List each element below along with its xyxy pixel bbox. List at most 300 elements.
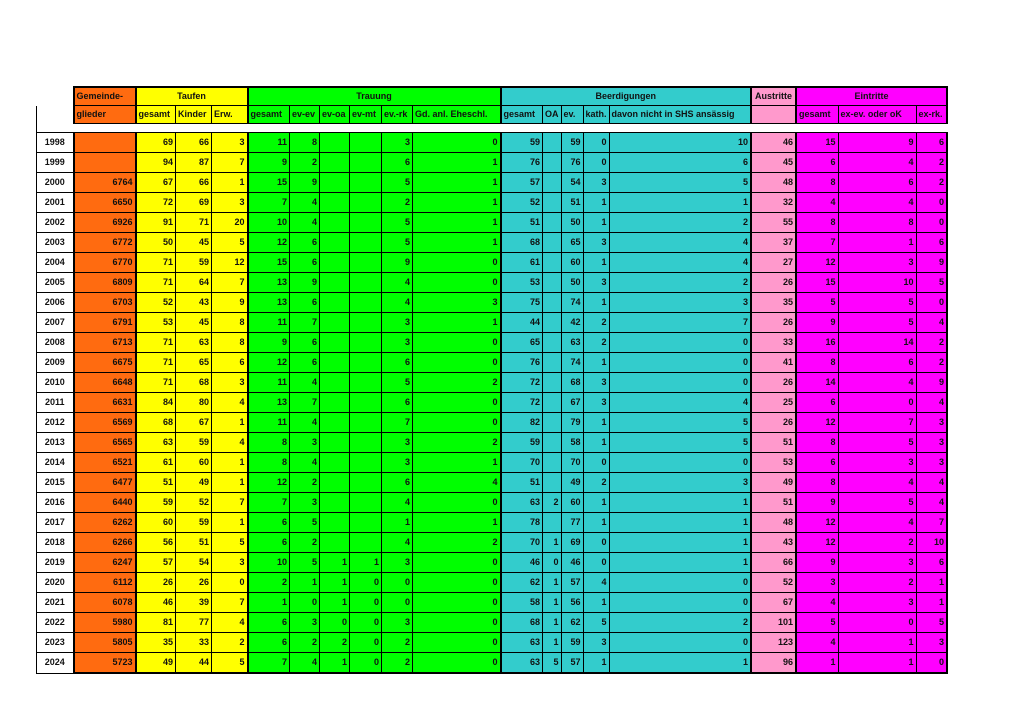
spacer-cell — [74, 124, 136, 133]
cell-year: 2017 — [37, 513, 74, 533]
cell-tr_evev: 6 — [290, 233, 320, 253]
cell-tr_evev: 4 — [290, 193, 320, 213]
table-row — [37, 393, 948, 413]
cell-tr_evmt — [350, 433, 382, 453]
cell-tr_ges: 10 — [248, 213, 290, 233]
cell-tr_gd: 1 — [413, 233, 501, 253]
cell-b_kath: 0 — [583, 153, 609, 173]
cell-b_ges: 44 — [501, 313, 543, 333]
cell-b_nicht: 4 — [609, 233, 751, 253]
cell-tr_evmt — [350, 453, 382, 473]
cell-e_exev: 4 — [838, 513, 916, 533]
cell-t_kinder: 39 — [176, 593, 212, 613]
cell-tr_evoa: 1 — [320, 653, 350, 674]
cell-t_erw: 3 — [212, 553, 248, 573]
cell-austritte: 26 — [751, 273, 796, 293]
cell-tr_ges: 13 — [248, 393, 290, 413]
cell-b_ges: 57 — [501, 173, 543, 193]
cell-b_ev: 59 — [561, 633, 583, 653]
cell-tr_evev: 6 — [290, 253, 320, 273]
statistics-table — [36, 86, 948, 674]
cell-e_ges: 7 — [796, 233, 838, 253]
cell-austritte: 101 — [751, 613, 796, 633]
cell-year: 2005 — [37, 273, 74, 293]
cell-t_erw: 7 — [212, 153, 248, 173]
spacer-cell — [37, 124, 74, 133]
table-row — [37, 613, 948, 633]
cell-tr_evrk: 2 — [382, 633, 413, 653]
cell-t_kinder: 59 — [176, 513, 212, 533]
cell-b_kath: 1 — [583, 413, 609, 433]
cell-t_erw: 8 — [212, 333, 248, 353]
cell-tr_ges: 11 — [248, 133, 290, 153]
cell-e_exrk: 0 — [916, 193, 947, 213]
cell-b_oa — [543, 473, 562, 493]
cell-mitglieder: 6262 — [74, 513, 136, 533]
cell-t_ges: 35 — [136, 633, 176, 653]
cell-austritte: 37 — [751, 233, 796, 253]
cell-t_erw: 9 — [212, 293, 248, 313]
cell-b_kath: 0 — [583, 453, 609, 473]
spreadsheet — [36, 86, 948, 674]
cell-b_ges: 51 — [501, 213, 543, 233]
cell-b_kath: 0 — [583, 133, 609, 153]
cell-e_exrk: 6 — [916, 233, 947, 253]
cell-tr_evev: 6 — [290, 353, 320, 373]
cell-e_exrk: 0 — [916, 293, 947, 313]
cell-t_ges: 72 — [136, 193, 176, 213]
cell-tr_evoa — [320, 173, 350, 193]
cell-austritte: 66 — [751, 553, 796, 573]
cell-tr_gd: 1 — [413, 313, 501, 333]
cell-mitglieder: 6713 — [74, 333, 136, 353]
cell-austritte: 45 — [751, 153, 796, 173]
cell-b_ges: 76 — [501, 153, 543, 173]
cell-tr_evoa — [320, 493, 350, 513]
cell-t_ges: 91 — [136, 213, 176, 233]
cell-b_nicht: 2 — [609, 213, 751, 233]
spacer-cell — [212, 124, 248, 133]
cell-b_ev: 68 — [561, 373, 583, 393]
cell-tr_ges: 6 — [248, 633, 290, 653]
table-row — [37, 593, 948, 613]
cell-mitglieder: 5980 — [74, 613, 136, 633]
cell-tr_evrk: 6 — [382, 393, 413, 413]
table-row — [37, 253, 948, 273]
cell-tr_evmt — [350, 213, 382, 233]
cell-mitglieder — [74, 133, 136, 153]
cell-e_exrk: 4 — [916, 313, 947, 333]
cell-year: 2004 — [37, 253, 74, 273]
cell-austritte: 48 — [751, 173, 796, 193]
cell-tr_gd: 0 — [413, 273, 501, 293]
cell-tr_evoa — [320, 313, 350, 333]
spacer-cell — [916, 124, 947, 133]
cell-e_exev: 10 — [838, 273, 916, 293]
subheader-eintritte-exrk: ex-rk. — [916, 106, 947, 124]
cell-tr_ges: 13 — [248, 273, 290, 293]
cell-tr_evmt: 0 — [350, 573, 382, 593]
cell-tr_ges: 11 — [248, 373, 290, 393]
spacer-cell — [501, 124, 543, 133]
cell-tr_gd: 2 — [413, 373, 501, 393]
cell-b_oa: 1 — [543, 593, 562, 613]
cell-tr_evmt — [350, 153, 382, 173]
cell-t_ges: 53 — [136, 313, 176, 333]
cell-mitglieder: 6809 — [74, 273, 136, 293]
cell-tr_evrk: 2 — [382, 193, 413, 213]
cell-b_ges: 59 — [501, 133, 543, 153]
cell-tr_evrk: 3 — [382, 613, 413, 633]
cell-tr_ges: 12 — [248, 233, 290, 253]
cell-e_ges: 4 — [796, 633, 838, 653]
table-row — [37, 533, 948, 553]
cell-b_ev: 50 — [561, 273, 583, 293]
cell-t_erw: 20 — [212, 213, 248, 233]
spacer-cell — [751, 124, 796, 133]
cell-mitglieder: 6112 — [74, 573, 136, 593]
cell-b_ev: 69 — [561, 533, 583, 553]
cell-b_oa — [543, 413, 562, 433]
cell-b_nicht: 2 — [609, 273, 751, 293]
cell-tr_evev: 3 — [290, 433, 320, 453]
cell-e_exev: 5 — [838, 313, 916, 333]
cell-b_nicht: 1 — [609, 653, 751, 674]
cell-tr_evoa: 1 — [320, 593, 350, 613]
table-row — [37, 293, 948, 313]
cell-b_nicht: 10 — [609, 133, 751, 153]
cell-tr_evev: 4 — [290, 653, 320, 674]
cell-e_ges: 12 — [796, 253, 838, 273]
cell-tr_evmt: 1 — [350, 553, 382, 573]
cell-b_nicht: 0 — [609, 593, 751, 613]
cell-t_erw: 3 — [212, 373, 248, 393]
cell-b_kath: 1 — [583, 293, 609, 313]
cell-t_erw: 3 — [212, 193, 248, 213]
cell-tr_evoa — [320, 213, 350, 233]
cell-b_nicht: 2 — [609, 613, 751, 633]
cell-e_ges: 5 — [796, 613, 838, 633]
cell-t_erw: 1 — [212, 453, 248, 473]
table-row — [37, 213, 948, 233]
cell-b_nicht: 1 — [609, 553, 751, 573]
cell-b_ges: 53 — [501, 273, 543, 293]
cell-e_exrk: 2 — [916, 353, 947, 373]
cell-year: 2021 — [37, 593, 74, 613]
cell-e_exrk: 3 — [916, 453, 947, 473]
subheader-eintritte-gesamt: gesamt — [796, 106, 838, 124]
cell-tr_evev: 6 — [290, 293, 320, 313]
cell-b_kath: 4 — [583, 573, 609, 593]
cell-b_ev: 58 — [561, 433, 583, 453]
cell-b_ges: 51 — [501, 473, 543, 493]
cell-tr_evrk: 4 — [382, 533, 413, 553]
cell-e_exev: 0 — [838, 393, 916, 413]
table-row — [37, 313, 948, 333]
cell-tr_evev: 9 — [290, 173, 320, 193]
cell-tr_evev: 6 — [290, 333, 320, 353]
cell-b_ges: 72 — [501, 373, 543, 393]
cell-tr_gd: 1 — [413, 513, 501, 533]
cell-mitglieder: 6764 — [74, 173, 136, 193]
cell-t_ges: 71 — [136, 353, 176, 373]
cell-tr_ges: 12 — [248, 473, 290, 493]
cell-b_nicht: 1 — [609, 513, 751, 533]
cell-austritte: 43 — [751, 533, 796, 553]
cell-b_ev: 59 — [561, 133, 583, 153]
cell-austritte: 52 — [751, 573, 796, 593]
subheader-eintritte-exev: ex-ev. oder oK — [838, 106, 916, 124]
cell-tr_evmt — [350, 473, 382, 493]
cell-e_exrk: 2 — [916, 173, 947, 193]
table-row — [37, 433, 948, 453]
cell-t_kinder: 77 — [176, 613, 212, 633]
cell-e_exrk: 3 — [916, 633, 947, 653]
cell-tr_ges: 15 — [248, 173, 290, 193]
cell-mitglieder: 6772 — [74, 233, 136, 253]
cell-e_exrk: 10 — [916, 533, 947, 553]
cell-b_oa — [543, 393, 562, 413]
header-mitglieder: Gemeinde- — [74, 87, 136, 106]
cell-b_kath: 0 — [583, 533, 609, 553]
table-row — [37, 473, 948, 493]
cell-b_kath: 1 — [583, 193, 609, 213]
cell-tr_evoa — [320, 353, 350, 373]
cell-t_ges: 84 — [136, 393, 176, 413]
cell-e_ges: 15 — [796, 133, 838, 153]
table-row — [37, 353, 948, 373]
cell-t_kinder: 69 — [176, 193, 212, 213]
table-row — [37, 453, 948, 473]
cell-b_oa — [543, 513, 562, 533]
cell-b_nicht: 1 — [609, 493, 751, 513]
table-row — [37, 133, 948, 153]
cell-b_ev: 63 — [561, 333, 583, 353]
cell-austritte: 49 — [751, 473, 796, 493]
cell-e_exrk: 5 — [916, 613, 947, 633]
cell-year: 2023 — [37, 633, 74, 653]
cell-e_exev: 7 — [838, 413, 916, 433]
cell-t_ges: 49 — [136, 653, 176, 674]
cell-b_kath: 1 — [583, 513, 609, 533]
cell-year: 2009 — [37, 353, 74, 373]
cell-tr_evev: 3 — [290, 613, 320, 633]
cell-t_ges: 67 — [136, 173, 176, 193]
header-row-columns — [37, 106, 948, 124]
cell-t_kinder: 51 — [176, 533, 212, 553]
cell-t_kinder: 71 — [176, 213, 212, 233]
cell-t_kinder: 64 — [176, 273, 212, 293]
cell-tr_evoa — [320, 513, 350, 533]
cell-year: 2003 — [37, 233, 74, 253]
cell-t_kinder: 54 — [176, 553, 212, 573]
cell-b_ges: 63 — [501, 633, 543, 653]
cell-tr_evmt — [350, 313, 382, 333]
cell-austritte: 46 — [751, 133, 796, 153]
cell-b_ev: 50 — [561, 213, 583, 233]
cell-b_oa — [543, 313, 562, 333]
table-row — [37, 633, 948, 653]
cell-year: 2018 — [37, 533, 74, 553]
cell-t_kinder: 33 — [176, 633, 212, 653]
cell-t_kinder: 59 — [176, 433, 212, 453]
cell-t_ges: 71 — [136, 333, 176, 353]
cell-tr_evoa — [320, 153, 350, 173]
cell-t_erw: 5 — [212, 533, 248, 553]
cell-tr_gd: 0 — [413, 553, 501, 573]
cell-b_oa — [543, 433, 562, 453]
cell-b_ges: 82 — [501, 413, 543, 433]
cell-tr_evmt: 0 — [350, 653, 382, 674]
cell-e_exrk: 2 — [916, 333, 947, 353]
cell-austritte: 33 — [751, 333, 796, 353]
cell-e_ges: 12 — [796, 533, 838, 553]
cell-tr_gd: 0 — [413, 393, 501, 413]
cell-b_ev: 79 — [561, 413, 583, 433]
cell-tr_evrk: 5 — [382, 213, 413, 233]
cell-mitglieder: 6703 — [74, 293, 136, 313]
cell-year: 2007 — [37, 313, 74, 333]
cell-e_ges: 5 — [796, 293, 838, 313]
cell-b_ev: 76 — [561, 153, 583, 173]
cell-b_oa — [543, 173, 562, 193]
table-row — [37, 513, 948, 533]
cell-b_ev: 70 — [561, 453, 583, 473]
cell-b_nicht: 0 — [609, 373, 751, 393]
cell-t_kinder: 49 — [176, 473, 212, 493]
cell-tr_gd: 0 — [413, 333, 501, 353]
cell-b_oa — [543, 373, 562, 393]
cell-t_kinder: 60 — [176, 453, 212, 473]
table-row — [37, 413, 948, 433]
cell-austritte: 27 — [751, 253, 796, 273]
cell-b_ges: 59 — [501, 433, 543, 453]
cell-tr_ges: 6 — [248, 513, 290, 533]
cell-year: 2022 — [37, 613, 74, 633]
subheader-taufen-gesamt: gesamt — [136, 106, 176, 124]
subheader-austritte — [751, 106, 796, 124]
cell-t_kinder: 65 — [176, 353, 212, 373]
cell-b_oa — [543, 133, 562, 153]
spacer-cell — [543, 124, 562, 133]
cell-e_exrk: 0 — [916, 213, 947, 233]
cell-e_exrk: 2 — [916, 153, 947, 173]
subheader-trauung-evrk: ev.-rk — [382, 106, 413, 124]
cell-tr_ges: 6 — [248, 533, 290, 553]
cell-t_kinder: 63 — [176, 333, 212, 353]
cell-e_exrk: 0 — [916, 653, 947, 674]
cell-e_ges: 8 — [796, 173, 838, 193]
cell-tr_gd: 0 — [413, 573, 501, 593]
cell-tr_evrk: 0 — [382, 573, 413, 593]
cell-e_exev: 9 — [838, 133, 916, 153]
cell-t_erw: 3 — [212, 133, 248, 153]
cell-tr_gd: 1 — [413, 453, 501, 473]
subheader-trauung-gd: Gd. anl. Eheschl. — [413, 106, 501, 124]
cell-e_ges: 9 — [796, 553, 838, 573]
cell-tr_ges: 15 — [248, 253, 290, 273]
cell-tr_evmt — [350, 233, 382, 253]
table-row — [37, 153, 948, 173]
cell-t_erw: 5 — [212, 233, 248, 253]
cell-b_oa — [543, 333, 562, 353]
cell-tr_evev: 2 — [290, 153, 320, 173]
cell-t_erw: 8 — [212, 313, 248, 333]
cell-b_kath: 3 — [583, 233, 609, 253]
cell-tr_evoa: 0 — [320, 613, 350, 633]
cell-e_ges: 6 — [796, 453, 838, 473]
cell-e_exev: 5 — [838, 493, 916, 513]
cell-t_erw: 1 — [212, 513, 248, 533]
cell-b_nicht: 0 — [609, 633, 751, 653]
cell-b_oa — [543, 233, 562, 253]
cell-b_nicht: 4 — [609, 253, 751, 273]
cell-tr_evoa — [320, 413, 350, 433]
cell-tr_evoa — [320, 253, 350, 273]
cell-year: 1999 — [37, 153, 74, 173]
cell-tr_gd: 1 — [413, 213, 501, 233]
cell-t_kinder: 67 — [176, 413, 212, 433]
cell-e_exrk: 9 — [916, 253, 947, 273]
cell-b_oa — [543, 353, 562, 373]
cell-t_ges: 59 — [136, 493, 176, 513]
cell-tr_evev: 5 — [290, 553, 320, 573]
cell-tr_evrk: 3 — [382, 313, 413, 333]
cell-t_erw: 12 — [212, 253, 248, 273]
cell-e_ges: 8 — [796, 433, 838, 453]
cell-e_ges: 15 — [796, 273, 838, 293]
cell-year: 2012 — [37, 413, 74, 433]
cell-tr_ges: 12 — [248, 353, 290, 373]
cell-b_oa: 2 — [543, 493, 562, 513]
cell-austritte: 51 — [751, 493, 796, 513]
cell-b_nicht: 6 — [609, 153, 751, 173]
cell-b_ges: 52 — [501, 193, 543, 213]
cell-tr_evmt — [350, 193, 382, 213]
cell-year: 2001 — [37, 193, 74, 213]
cell-mitglieder — [74, 153, 136, 173]
cell-tr_ges: 2 — [248, 573, 290, 593]
cell-e_ges: 8 — [796, 353, 838, 373]
cell-e_exev: 8 — [838, 213, 916, 233]
cell-t_kinder: 26 — [176, 573, 212, 593]
cell-year: 2019 — [37, 553, 74, 573]
cell-t_erw: 2 — [212, 633, 248, 653]
subheader-trauung-evev: ev-ev — [290, 106, 320, 124]
cell-e_exrk: 7 — [916, 513, 947, 533]
cell-t_ges: 57 — [136, 553, 176, 573]
cell-tr_evrk: 5 — [382, 233, 413, 253]
cell-t_erw: 6 — [212, 353, 248, 373]
cell-e_exev: 4 — [838, 373, 916, 393]
cell-tr_evoa — [320, 393, 350, 413]
cell-t_erw: 7 — [212, 273, 248, 293]
cell-b_ges: 68 — [501, 613, 543, 633]
cell-tr_gd: 3 — [413, 293, 501, 313]
cell-tr_ges: 6 — [248, 613, 290, 633]
cell-b_kath: 3 — [583, 633, 609, 653]
cell-e_exev: 2 — [838, 573, 916, 593]
cell-t_ges: 51 — [136, 473, 176, 493]
cell-tr_gd: 1 — [413, 173, 501, 193]
cell-tr_evoa — [320, 133, 350, 153]
subheader-trauung-evmt: ev-mt — [350, 106, 382, 124]
cell-tr_evrk: 3 — [382, 133, 413, 153]
cell-b_kath: 2 — [583, 333, 609, 353]
cell-mitglieder: 6926 — [74, 213, 136, 233]
cell-t_ges: 68 — [136, 413, 176, 433]
cell-t_kinder: 87 — [176, 153, 212, 173]
